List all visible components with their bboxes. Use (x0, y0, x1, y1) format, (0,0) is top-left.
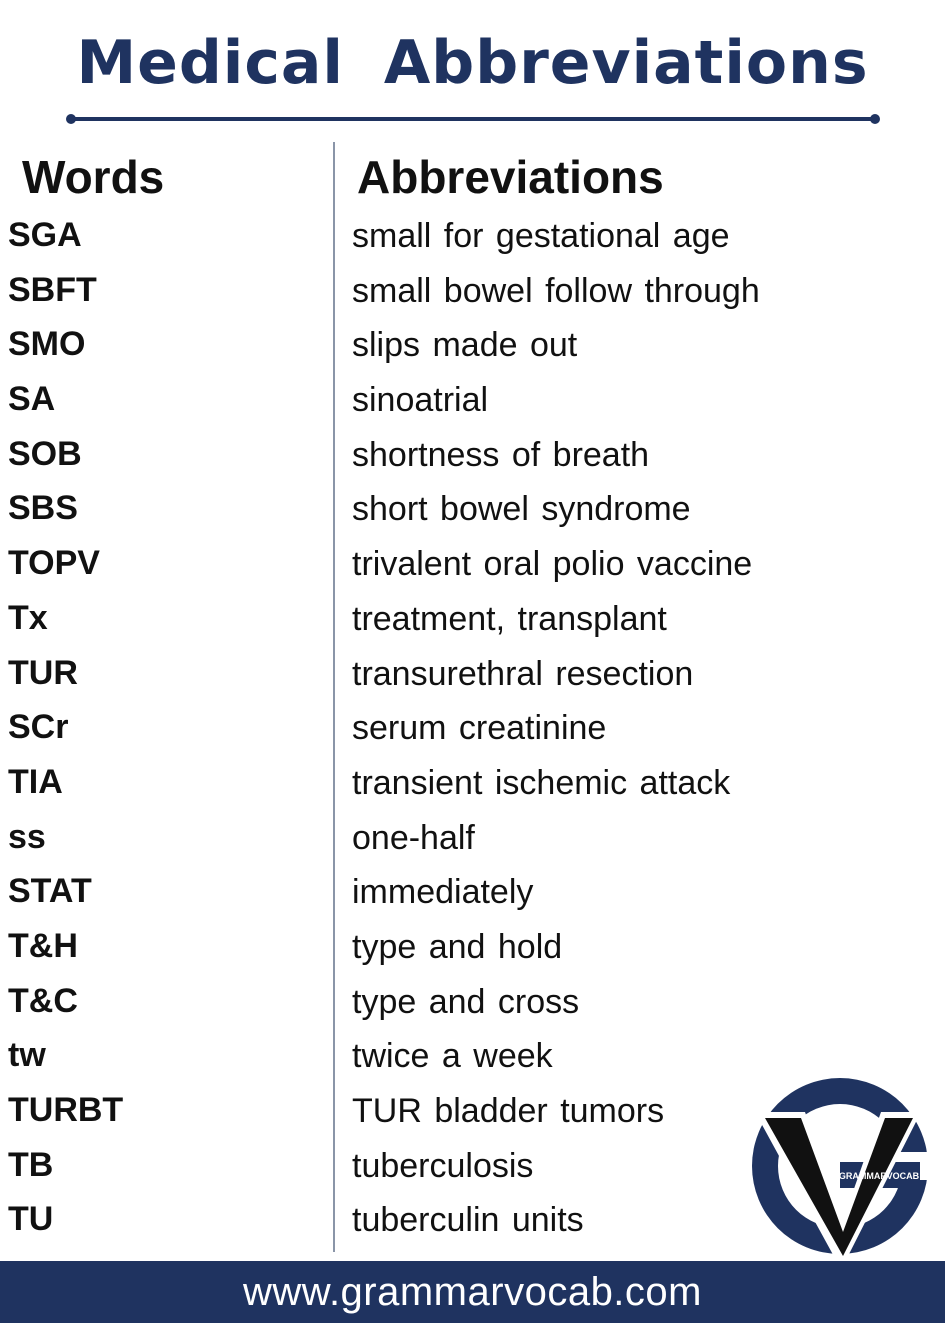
list-item (0, 976, 945, 1031)
abbreviation-meaning: twice a week (352, 1037, 553, 1076)
abbreviation-meaning: short bowel syndrome (352, 490, 691, 529)
abbreviation-meaning: treatment, transplant (352, 599, 667, 638)
abbreviation-term: T&H (8, 926, 78, 965)
abbreviation-meaning: type and hold (352, 927, 563, 966)
abbreviation-term: SCr (8, 708, 69, 747)
logo-wordmark: GRAMMARVOCAB (838, 1171, 920, 1181)
list-item (0, 210, 945, 265)
abbreviation-term: SGA (8, 216, 82, 254)
page-title: Medical Abbreviations (76, 28, 869, 98)
abbreviation-meaning: tuberculin units (352, 1201, 584, 1240)
abbreviation-term: T&C (8, 981, 78, 1020)
abbreviation-term: STAT (8, 872, 92, 911)
list-item (0, 265, 945, 320)
abbreviation-term: ss (8, 817, 46, 856)
abbreviation-meaning: tuberculosis (352, 1146, 534, 1185)
abbreviation-term: TU (8, 1200, 54, 1239)
abbreviation-term: SBFT (8, 270, 97, 309)
abbreviation-term: TUR (8, 653, 78, 692)
grammarvocab-logo-icon (745, 1070, 935, 1266)
abbreviation-meaning: trivalent oral polio vaccine (352, 545, 753, 584)
list-item (0, 866, 945, 921)
list-item (0, 812, 945, 867)
abbreviation-term: TOPV (8, 544, 100, 583)
abbreviation-term: SA (8, 380, 56, 419)
abbreviation-term: TB (8, 1145, 54, 1184)
list-item (0, 648, 945, 703)
abbreviation-meaning: shortness of breath (352, 435, 650, 474)
title-underline (70, 117, 876, 121)
abbreviation-meaning: serum creatinine (352, 709, 607, 748)
list-item (0, 921, 945, 976)
list-item (0, 538, 945, 593)
list-item (0, 757, 945, 812)
abbreviation-meaning: TUR bladder tumors (352, 1092, 665, 1130)
underline-end-dot-left (66, 114, 76, 124)
column-header-words: Words (22, 151, 165, 203)
abbreviation-meaning: immediately (352, 873, 534, 912)
underline-end-dot-right (870, 114, 880, 124)
abbreviation-term: tw (8, 1036, 46, 1075)
column-header-abbreviations: Abbreviations (357, 151, 664, 203)
list-item (0, 483, 945, 538)
list-item (0, 319, 945, 374)
abbreviation-meaning: slips made out (352, 326, 578, 365)
list-item (0, 593, 945, 648)
abbreviation-meaning: small bowel follow through (352, 271, 760, 310)
abbreviation-term: Tx (8, 598, 48, 637)
abbreviation-meaning: type and cross (352, 982, 580, 1021)
abbreviation-term: TURBT (8, 1091, 124, 1129)
list-item (0, 429, 945, 484)
abbreviation-meaning: small for gestational age (352, 217, 730, 255)
abbreviation-term: SMO (8, 325, 86, 364)
abbreviation-term: SBS (8, 489, 78, 528)
list-item (0, 374, 945, 429)
abbreviation-meaning: transurethral resection (352, 654, 694, 693)
abbreviation-meaning: sinoatrial (352, 381, 489, 420)
footer-website-link[interactable]: www.grammarvocab.com (242, 1270, 702, 1314)
abbreviation-term: SOB (8, 434, 82, 473)
abbreviation-term: TIA (8, 762, 63, 801)
footer-bar (0, 1261, 945, 1323)
list-item (0, 702, 945, 757)
abbreviation-meaning: one-half (352, 818, 475, 857)
abbreviation-meaning: transient ischemic attack (352, 763, 731, 802)
